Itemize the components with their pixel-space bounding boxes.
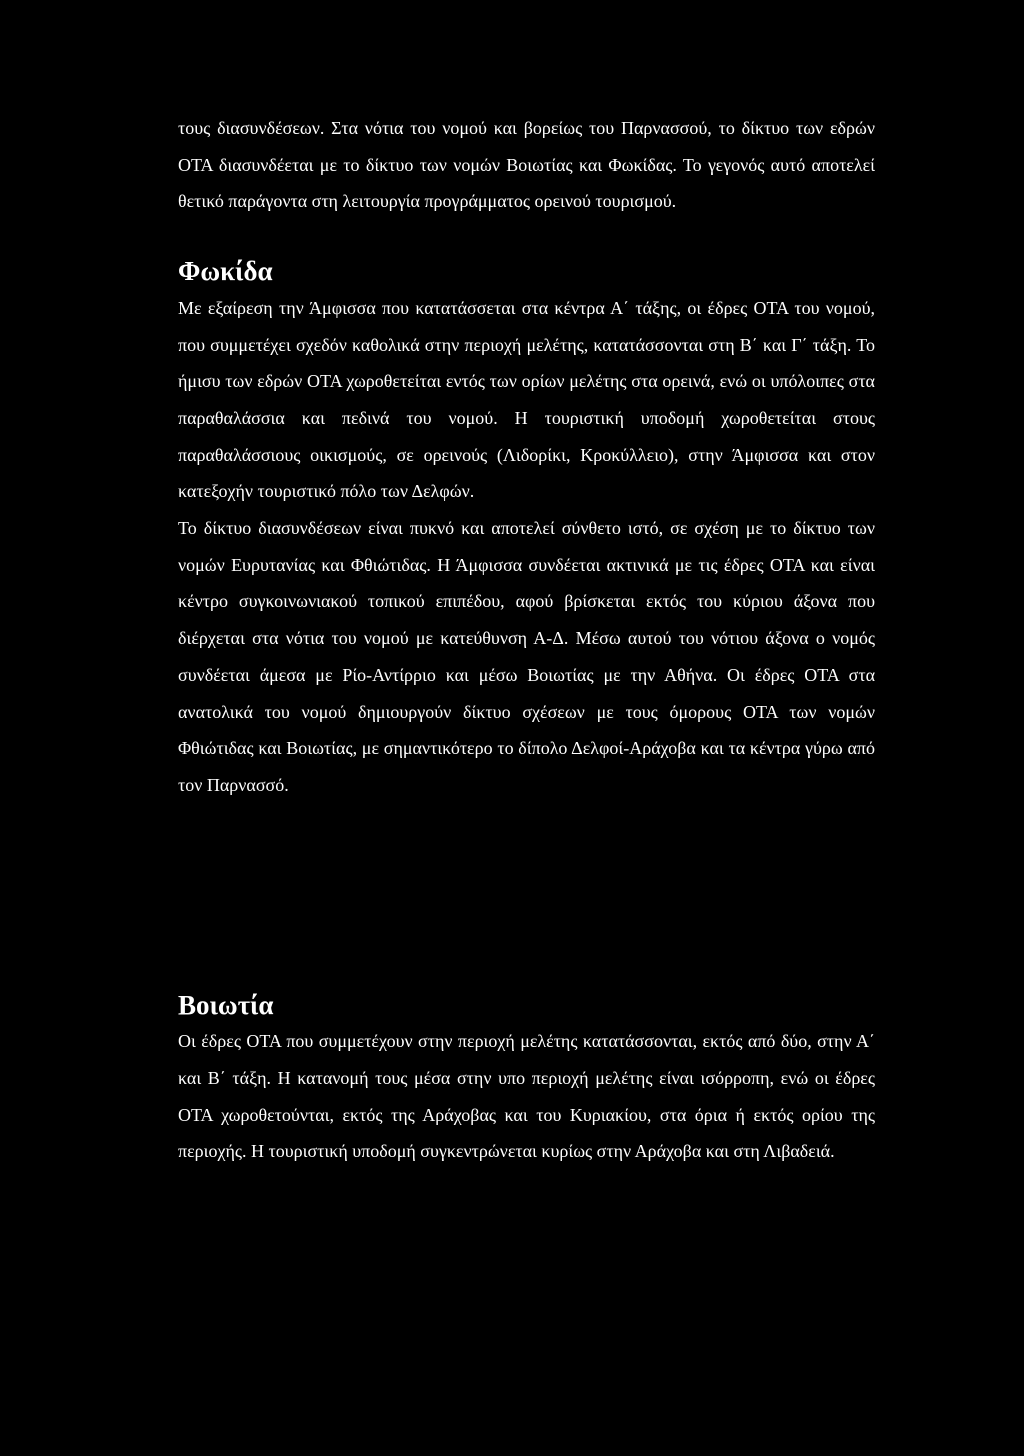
- voiotia-paragraph: Οι έδρες ΟΤΑ που συμμετέχουν στην περιοχή μελέτης κατατάσσονται, εκτός από δύο, στην Α΄ και Β΄ τάξη. Η κατανομή τους μέσα στην υπο περιοχή μελέτης είναι ισόρροπη, ενώ οι έδρες ΟΤΑ χωροθετούνται, εκτός της Αράχοβας και του Κυριακίου, στα όρια ή εκτός ορίου της περιοχής. Η τουριστική υποδομή συγκεντρώνεται κυρίως στην Αράχοβα και στη Λιβαδειά.: [178, 1031, 875, 1162]
- section-heading-voiotia: Βοιωτία: [178, 989, 274, 1020]
- fokida-paragraph-1: Με εξαίρεση την Άμφισσα που κατατάσσεται στα κέντρα Α΄ τάξης, οι έδρες ΟΤΑ του νομού, που συμμετέχει σχεδόν καθολικά στην περιοχή μελέτης, κατατάσσονται στη Β΄ και Γ΄ τάξη. Το ήμισυ των εδρών ΟΤΑ χωροθετείται εντός των ορίων μελέτης στα ορεινά, ενώ οι υπόλοιπες στα παραθαλάσσια και πεδινά του νομού. Η τουριστική υποδομή χωροθετείται στους παραθαλάσσιους οικισμούς, σε ορεινούς (Λιδορίκι, Κροκύλλειο), στην Άμφισσα και στον κατεξοχήν τουριστικό πόλο των Δελφών.: [178, 297, 875, 502]
- section-heading-fokida: Φωκίδα: [178, 256, 273, 287]
- fokida-paragraph-2: Το δίκτυο διασυνδέσεων είναι πυκνό και αποτελεί σύνθετο ιστό, σε σχέση με το δίκτυο των νομών Ευρυτανίας και Φθιώτιδας. Η Άμφισσα συνδέεται ακτινικά με τις έδρες ΟΤΑ και είναι κέντρο συγκοινωνιακού τοπικού επιπέδου, αφού βρίσκεται εκτός του κύριου άξονα που διέρχεται στα νότια του νομού με κατεύθυνση Α-Δ. Μέσω αυτού του νότιου άξονα ο νομός συνδέεται άμεσα με Ρίο-Αντίρριο και μέσω Βοιωτίας με την Αθήνα. Οι έδρες ΟΤΑ στα ανατολικά του νομού δημιουργούν δίκτυο σχέσεων με τους όμορους ΟΤΑ των νομών Φθιώτιδας και Βοιωτίας, με σημαντικότερο το δίπολο Δελφοί-Αράχοβα και τα κέντρα γύρω από τον Παρνασσό.: [178, 518, 875, 795]
- document-page: [178, 110, 875, 1170]
- intro-paragraph: τους διασυνδέσεων. Στα νότια του νομού και βορείως του Παρνασσού, το δίκτυο των εδρών ΟΤΑ διασυνδέεται με το δίκτυο των νομών Βοιωτίας και Φωκίδας. Το γεγονός αυτό αποτελεί θετικό παράγοντα στη λειτουργία προγράμματος ορεινού τουρισμού.: [178, 118, 875, 212]
